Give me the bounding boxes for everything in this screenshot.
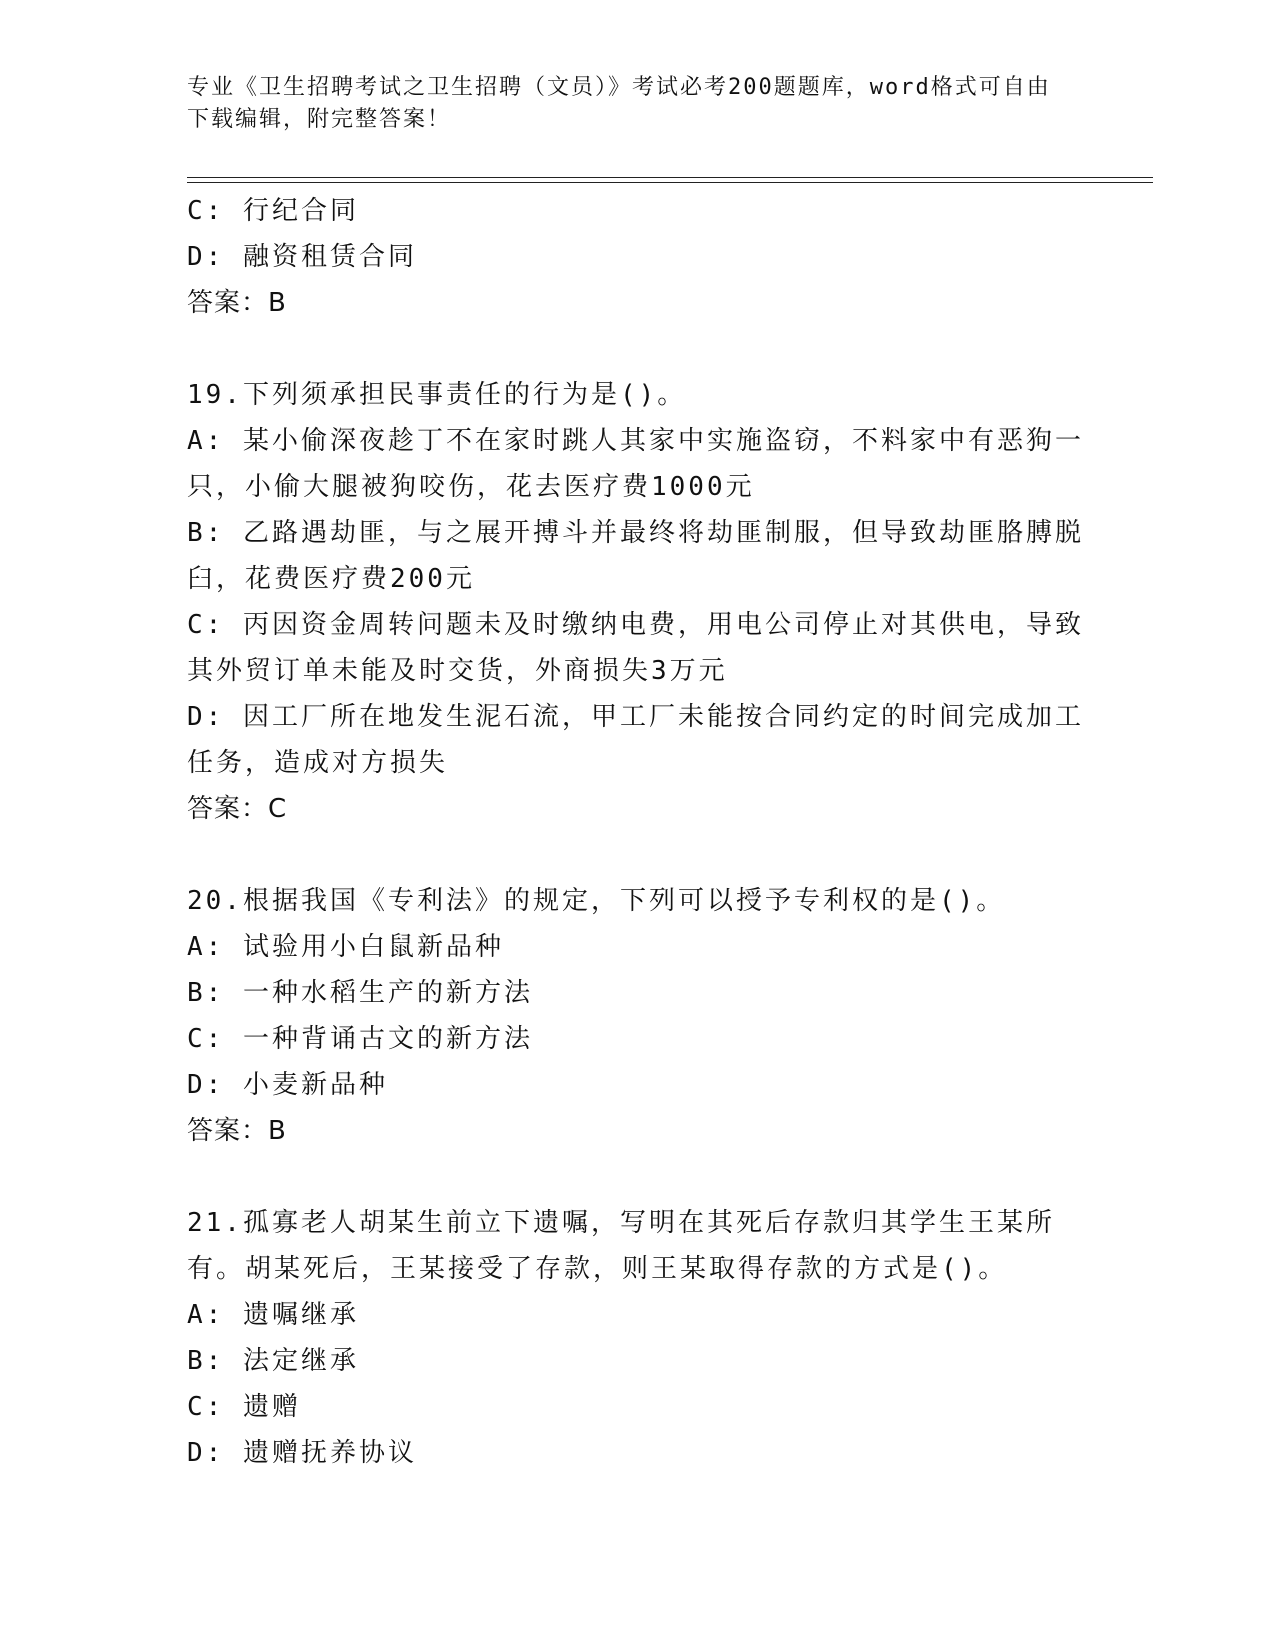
option-b: B: 法定继承 <box>187 1346 359 1376</box>
header-rule-bottom <box>187 182 1153 183</box>
option-c: C: 丙因资金周转问题未及时缴纳电费，用电公司停止对其供电，导致其外贸订单未能及时交货，外商损失3万元 <box>187 610 1084 686</box>
option-b: B: 一种水稻生产的新方法 <box>187 978 533 1008</box>
option-a: A: 试验用小白鼠新品种 <box>187 932 504 962</box>
option-b: B: 乙路遇劫匪，与之展开搏斗并最终将劫匪制服，但导致劫匪胳膊脱臼，花费医疗费200元 <box>187 518 1084 594</box>
option-d: D: 因工厂所在地发生泥石流，甲工厂未能按合同约定的时间完成加工任务，造成对方损失 <box>187 702 1084 778</box>
header-rule-top <box>187 177 1153 178</box>
answer-line: 答案：B <box>187 288 287 318</box>
option-d: D: 遗赠抚养协议 <box>187 1438 417 1468</box>
question-21: 21.孤寡老人胡某生前立下遗嘱，写明在其死后存款归其学生王某所有。胡某死后，王某接受了存款，则王某取得存款的方式是()。 <box>187 1208 1055 1284</box>
spacer <box>187 832 1087 878</box>
document-header: 专业《卫生招聘考试之卫生招聘（文员）》考试必考200题题库，word格式可自由下载编辑，附完整答案！ <box>187 75 1051 132</box>
spacer <box>187 326 1087 372</box>
option-c: C: 行纪合同 <box>187 196 359 226</box>
option-a: A: 某小偷深夜趁丁不在家时跳人其家中实施盗窃，不料家中有恶狗一只，小偷大腿被狗咬伤，花去医疗费1000元 <box>187 426 1084 502</box>
question-list <box>187 188 1087 1476</box>
spacer <box>187 1154 1087 1200</box>
option-d: D: 融资租赁合同 <box>187 242 417 272</box>
answer-line: 答案：C <box>187 794 288 824</box>
answer-line: 答案：B <box>187 1116 287 1146</box>
option-c: C: 一种背诵古文的新方法 <box>187 1024 533 1054</box>
question-20: 20.根据我国《专利法》的规定，下列可以授予专利权的是()。 <box>187 886 1006 916</box>
option-d: D: 小麦新品种 <box>187 1070 388 1100</box>
option-c: C: 遗赠 <box>187 1392 301 1422</box>
option-a: A: 遗嘱继承 <box>187 1300 359 1330</box>
question-19: 19.下列须承担民事责任的行为是()。 <box>187 380 687 410</box>
